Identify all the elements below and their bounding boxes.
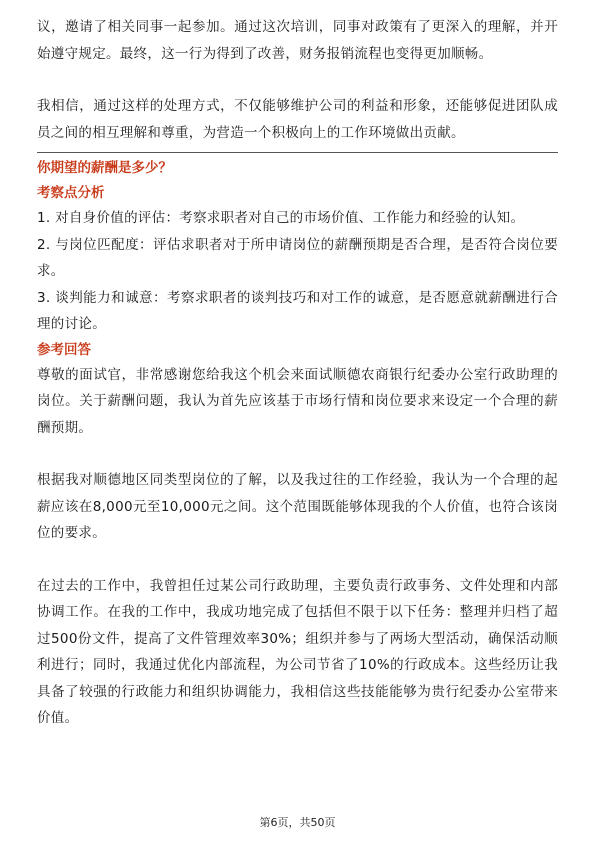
analysis-point-1: 1. 对自身价值的评估：考察求职者对自己的市场价值、工作能力和经验的认知。 xyxy=(37,210,525,226)
intro-paragraph-2: 我相信，通过这样的处理方式，不仅能够维护公司的利益和形象，还能够促进团队成员之间的相互理解和尊重，为营造一个积极向上的工作环境做出贡献。 xyxy=(37,98,558,141)
answer-heading: 参考回答 xyxy=(37,341,91,358)
analysis-point-3: 3. 谈判能力和诚意：考察求职者的谈判技巧和对工作的诚意，是否愿意就薪酬进行合理的讨论。 xyxy=(37,289,558,332)
answer-paragraph-3: 在过去的工作中，我曾担任过某公司行政助理，主要负责行政事务、文件处理和内部协调工作。在我的工作中，我成功地完成了包括但不限于以下任务：整理并归档了超过500份文件，提高了文件管理效率30%；组织并参与了两场大型活动，确保活动顺利进行；同时，我通过优化内部流程，为公司节省了10%的行政成本。这些经历让我具备了较强的行政能力和组织协调能力，我相信这些技能能够为贵行纪委办公室带来价值。 xyxy=(37,577,558,726)
intro-paragraph-1: 议，邀请了相关同事一起参加。通过这次培训，同事对政策有了更深入的理解，并开始遵守规定。最终，这一行为得到了改善，财务报销流程也变得更加顺畅。 xyxy=(37,19,558,62)
section-divider xyxy=(37,152,558,153)
analysis-point-2: 2. 与岗位匹配度：评估求职者对于所申请岗位的薪酬预期是否合理，是否符合岗位要求。 xyxy=(37,236,558,279)
analysis-heading: 考察点分析 xyxy=(37,185,105,201)
page-number-footer: 第6页，共50页 xyxy=(259,816,336,829)
paragraph-gap xyxy=(37,67,558,93)
question-title: 你期望的薪酬是多少？ xyxy=(37,160,172,176)
paragraph-gap xyxy=(37,441,558,467)
paragraph-gap xyxy=(37,547,558,573)
page-content xyxy=(37,14,558,732)
answer-paragraph-2: 根据我对顺德地区同类型岗位的了解，以及我过往的工作经验，我认为一个合理的起薪应该在8,000元至10,000元之间。这个范围既能够体现我的个人价值，也符合该岗位的要求。 xyxy=(37,472,558,541)
answer-paragraph-1: 尊敬的面试官，非常感谢您给我这个机会来面试顺德农商银行纪委办公室行政助理的岗位。关于薪酬问题，我认为首先应该基于市场行情和岗位要求来设定一个合理的薪酬预期。 xyxy=(37,366,558,436)
